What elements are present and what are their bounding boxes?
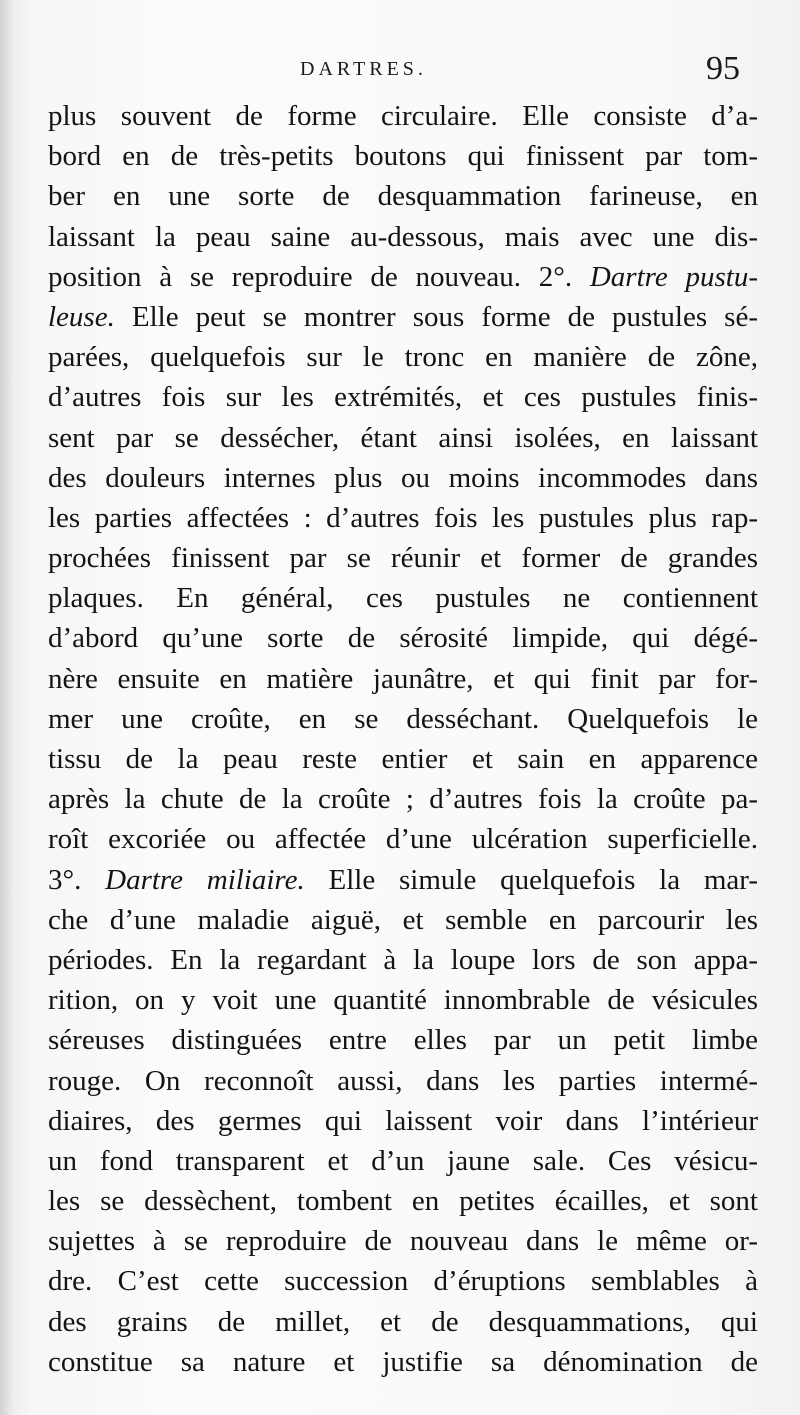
text-segment: position à se reproduire de nouveau. 2°. <box>48 260 590 293</box>
text-line <box>48 1221 758 1261</box>
text-line <box>48 819 758 859</box>
text-segment: après la chute de la croûte ; d’autres fois la croûte pa- <box>48 783 758 816</box>
text-segment: d’autres fois sur les extrémités, et ces pustules finis- <box>48 381 758 414</box>
text-segment: diaires, des germes qui laissent voir dans l’intérieur <box>48 1104 758 1137</box>
text-segment: sujettes à se reproduire de nouveau dans le même or- <box>48 1225 758 1258</box>
text-segment: Elle simule quelquefois la mar- <box>304 863 759 896</box>
text-line <box>48 458 758 498</box>
text-line <box>48 900 758 940</box>
text-line <box>48 1020 758 1060</box>
text-line <box>48 578 758 618</box>
text-segment: sent par se dessécher, étant ainsi isolées, en laissant <box>48 421 758 454</box>
text-line <box>48 1061 758 1101</box>
text-segment: plaques. En général, ces pustules ne contiennent <box>48 582 758 615</box>
running-title: DARTRES. <box>300 58 427 80</box>
text-segment: 3°. <box>48 863 106 896</box>
text-line <box>48 980 758 1020</box>
page-number: 95 <box>706 50 740 87</box>
text-line <box>48 418 758 458</box>
text-line <box>48 618 758 658</box>
text-segment: ber en une sorte de desquammation farineuse, en <box>48 180 758 213</box>
text-line <box>48 699 758 739</box>
text-line <box>48 659 758 699</box>
text-segment: constitue sa nature et justifie sa dénomination de <box>48 1345 758 1378</box>
text-segment: bord en de très-petits boutons qui finissent par tom- <box>48 140 758 173</box>
text-line <box>48 940 758 980</box>
text-line <box>48 217 758 257</box>
text-segment: roît excoriée ou affectée d’une ulcération superficielle. <box>48 823 758 856</box>
text-segment: d’abord qu’une sorte de sérosité limpide, qui dégé- <box>48 622 758 655</box>
text-line <box>48 1141 758 1181</box>
text-segment: mer une croûte, en se desséchant. Quelquefois le <box>48 702 758 735</box>
italic-segment: Dartre pustu- <box>589 260 758 293</box>
text-segment: séreuses distinguées entre elles par un petit limbe <box>48 1024 758 1057</box>
text-line <box>48 1261 758 1301</box>
text-segment: les parties affectées : d’autres fois les pustules plus rap- <box>48 501 758 534</box>
text-line <box>48 136 758 176</box>
text-line <box>48 1101 758 1141</box>
text-line <box>48 538 758 578</box>
text-segment: des grains de millet, et de desquammations, qui <box>48 1305 758 1338</box>
body-text <box>48 96 758 1382</box>
text-segment: des douleurs internes plus ou moins incommodes dans <box>48 461 758 494</box>
text-segment: laissant la peau saine au-dessous, mais avec une dis- <box>48 220 758 253</box>
text-segment: un fond transparent et d’un jaune sale. Ces vésicu- <box>48 1144 758 1177</box>
text-segment: dre. C’est cette succession d’éruptions semblables à <box>48 1265 758 1298</box>
text-line <box>48 1181 758 1221</box>
text-line <box>48 779 758 819</box>
text-line <box>48 1302 758 1342</box>
text-line <box>48 498 758 538</box>
text-line <box>48 176 758 216</box>
text-segment: parées, quelquefois sur le tronc en manière de zône, <box>48 341 758 374</box>
text-line <box>48 257 758 297</box>
italic-segment: Dartre miliaire. <box>105 863 305 896</box>
text-segment: rouge. On reconnoît aussi, dans les parties intermé- <box>48 1064 758 1097</box>
italic-segment: leuse. <box>48 300 115 333</box>
text-segment: Elle peut se montrer sous forme de pustules sé- <box>114 300 758 333</box>
gutter-shadow <box>0 0 14 1415</box>
text-segment: plus souvent de forme circulaire. Elle consiste d’a- <box>48 100 758 132</box>
text-line <box>48 96 758 136</box>
page-header <box>0 50 800 90</box>
text-segment: tissu de la peau reste entier et sain en apparence <box>48 743 758 775</box>
text-line <box>48 337 758 377</box>
text-line <box>48 1342 758 1382</box>
text-segment: prochées finissent par se réunir et former de grandes <box>48 542 758 575</box>
text-segment: che d’une maladie aiguë, et semble en parcourir les <box>48 903 758 936</box>
text-line <box>48 377 758 417</box>
text-line <box>48 739 758 779</box>
text-segment: les se dessèchent, tombent en petites écailles, et sont <box>48 1185 758 1218</box>
text-segment: périodes. En la regardant à la loupe lors de son appa- <box>48 943 758 976</box>
text-segment: nère ensuite en matière jaunâtre, et qui finit par for- <box>48 662 758 695</box>
text-line <box>48 297 758 337</box>
text-line <box>48 860 758 900</box>
text-segment: rition, on y voit une quantité innombrable de vésicules <box>48 984 758 1017</box>
